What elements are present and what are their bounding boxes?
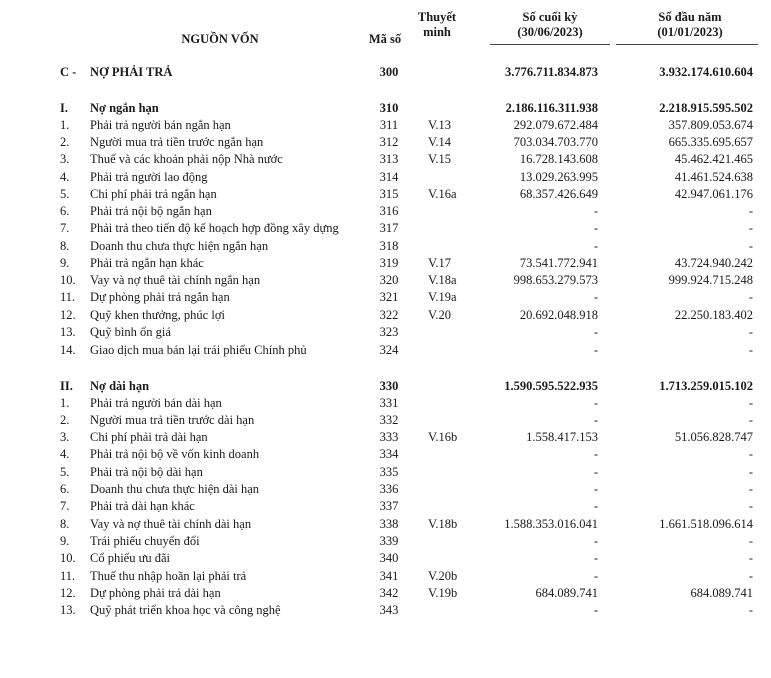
row-code: 311 (379, 118, 399, 132)
row-code: 314 (379, 170, 399, 184)
row-label: Phải trả nội bộ dài hạn (90, 465, 203, 479)
row-end-value: - (593, 343, 598, 357)
row-end-value: 1.558.417.153 (526, 430, 598, 444)
row-index: 12. (60, 308, 76, 322)
row-begin-value: - (748, 396, 753, 410)
header-end-line1: Số cuối kỳ (522, 10, 578, 24)
row-code: 323 (379, 325, 399, 339)
row-index: 5. (60, 465, 70, 479)
table-row (0, 289, 771, 306)
row-label: Doanh thu chưa thực hiện ngắn hạn (90, 239, 269, 253)
row-label: Vay và nợ thuê tài chính ngắn hạn (90, 273, 261, 287)
row-index: 9. (60, 534, 70, 548)
row-begin-value: - (748, 551, 753, 565)
row-index: 2. (60, 135, 70, 149)
row-end-value: 20.692.048.918 (519, 308, 598, 322)
row-index: 6. (60, 482, 70, 496)
row-note: V.20b (428, 569, 458, 583)
row-begin-value: - (748, 413, 753, 427)
row-label: Nợ dài hạn (90, 379, 150, 393)
row-index: 4. (60, 447, 70, 461)
row-label: Phải trả người bán dài hạn (90, 396, 222, 410)
row-code: 334 (379, 447, 399, 461)
row-index: 13. (60, 603, 76, 617)
table-row (0, 255, 771, 272)
row-begin-value: - (748, 482, 753, 496)
row-note: V.17 (428, 256, 452, 270)
row-begin-value: 45.462.421.465 (674, 152, 753, 166)
row-end-value: - (593, 204, 598, 218)
row-end-value: 73.541.772.941 (519, 256, 598, 270)
row-begin-value: - (748, 221, 753, 235)
row-code: 300 (379, 65, 399, 79)
table-row (0, 324, 771, 341)
row-label: Cổ phiếu ưu đãi (90, 551, 171, 565)
row-begin-value: - (748, 447, 753, 461)
row-begin-value: - (748, 239, 753, 253)
row-end-value: - (593, 499, 598, 513)
row-begin-value: - (748, 290, 753, 304)
row-begin-value: - (748, 465, 753, 479)
header-rule-end (490, 44, 610, 45)
row-code: 339 (379, 534, 399, 548)
row-index: II. (60, 379, 73, 393)
table-row (0, 342, 771, 359)
row-note: V.18a (428, 273, 457, 287)
row-end-value: 2.186.116.311.938 (505, 101, 598, 115)
header-source: NGUỒN VỐN (181, 32, 259, 46)
row-index: 3. (60, 430, 70, 444)
row-code: 313 (379, 152, 399, 166)
row-begin-value: 41.461.524.638 (674, 170, 753, 184)
table-row (0, 412, 771, 429)
table-row (0, 238, 771, 255)
row-begin-value: - (748, 204, 753, 218)
row-begin-value: 51.056.828.747 (674, 430, 753, 444)
row-end-value: - (593, 447, 598, 461)
row-label: Thuế và các khoản phải nộp Nhà nước (90, 152, 283, 166)
row-begin-value: 42.947.061.176 (674, 187, 753, 201)
row-end-value: 68.357.426.649 (519, 187, 598, 201)
row-note: V.16b (428, 430, 458, 444)
row-code: 336 (379, 482, 399, 496)
header-note-line2: minh (423, 25, 451, 39)
header-end-line2: (30/06/2023) (517, 25, 583, 39)
row-index: 7. (60, 499, 70, 513)
table-row (0, 64, 771, 81)
row-code: 333 (379, 430, 399, 444)
row-end-value: - (593, 239, 598, 253)
row-begin-value: - (748, 325, 753, 339)
row-index: 6. (60, 204, 70, 218)
table-row (0, 203, 771, 220)
row-end-value: 1.588.353.016.041 (504, 517, 598, 531)
row-label: Người mua trả tiền trước dài hạn (90, 413, 255, 427)
row-label: Quỹ phát triển khoa học và công nghệ (90, 603, 281, 617)
row-end-value: - (593, 221, 598, 235)
row-code: 324 (379, 343, 399, 357)
row-end-value: - (593, 290, 598, 304)
row-begin-value: 665.335.695.657 (668, 135, 753, 149)
row-begin-value: - (748, 534, 753, 548)
row-index: 4. (60, 170, 70, 184)
row-begin-value: - (748, 603, 753, 617)
row-note: V.20 (428, 308, 452, 322)
row-code: 317 (379, 221, 399, 235)
header-begin-year (620, 10, 760, 40)
table-row (0, 395, 771, 412)
row-code: 343 (379, 603, 399, 617)
row-index: 9. (60, 256, 70, 270)
row-index: 7. (60, 221, 70, 235)
row-begin-value: 1.713.259.015.102 (659, 379, 753, 393)
row-begin-value: 22.250.183.402 (674, 308, 753, 322)
header-begin-line1: Số đầu năm (658, 10, 722, 24)
table-row (0, 602, 771, 619)
table-row (0, 307, 771, 324)
table-row (0, 585, 771, 602)
table-row (0, 568, 771, 585)
row-label: Người mua trả tiền trước ngắn hạn (90, 135, 264, 149)
header-end-period (490, 10, 610, 40)
table-row (0, 464, 771, 481)
row-index: 13. (60, 325, 76, 339)
row-label: Nợ ngắn hạn (90, 101, 159, 115)
table-row (0, 169, 771, 186)
row-begin-value: 3.932.174.610.604 (659, 65, 753, 79)
row-label: Phải trả nội bộ về vốn kinh doanh (90, 447, 260, 461)
header-begin-line2: (01/01/2023) (657, 25, 723, 39)
row-code: 318 (379, 239, 399, 253)
row-code: 342 (379, 586, 399, 600)
row-label: Phải trả theo tiến độ kế hoạch hợp đồng xây dựng (90, 221, 339, 235)
row-index: 14. (60, 343, 76, 357)
row-end-value: 703.034.703.770 (513, 135, 598, 149)
row-label: Giao dịch mua bán lại trái phiếu Chính phủ (90, 343, 307, 357)
row-note: V.19b (428, 586, 458, 600)
row-code: 322 (379, 308, 399, 322)
row-note: V.18b (428, 517, 458, 531)
row-label: Thuế thu nhập hoãn lại phải trả (90, 569, 247, 583)
row-label: Phải trả nội bộ ngắn hạn (90, 204, 212, 218)
table-row (0, 220, 771, 237)
row-code: 310 (379, 101, 399, 115)
row-code: 331 (379, 396, 399, 410)
row-end-value: 13.029.263.995 (519, 170, 598, 184)
table-row (0, 186, 771, 203)
row-begin-value: - (748, 499, 753, 513)
row-index: 3. (60, 152, 70, 166)
header-note (412, 10, 462, 40)
table-row (0, 498, 771, 515)
row-note: V.14 (428, 135, 452, 149)
row-label: NỢ PHẢI TRẢ (90, 65, 173, 79)
row-end-value: 16.728.143.608 (519, 152, 598, 166)
row-end-value: 1.590.595.522.935 (504, 379, 598, 393)
row-note: V.19a (428, 290, 457, 304)
row-begin-value: 2.218.915.595.502 (659, 101, 753, 115)
row-index: 11. (60, 290, 76, 304)
row-begin-value: - (748, 343, 753, 357)
row-begin-value: 684.089.741 (690, 586, 753, 600)
row-code: 338 (379, 517, 399, 531)
table-row (0, 516, 771, 533)
row-begin-value: 357.809.053.674 (668, 118, 753, 132)
table-row (0, 533, 771, 550)
row-index: 8. (60, 517, 70, 531)
row-code: 316 (379, 204, 399, 218)
row-code: 330 (379, 379, 399, 393)
row-code: 315 (379, 187, 399, 201)
row-note: V.13 (428, 118, 452, 132)
row-end-value: 292.079.672.484 (513, 118, 598, 132)
row-index: 12. (60, 586, 76, 600)
table-row (0, 134, 771, 151)
row-index: 8. (60, 239, 70, 253)
row-index: 11. (60, 569, 76, 583)
row-label: Chi phí phải trả ngắn hạn (90, 187, 217, 201)
table-row (0, 481, 771, 498)
row-begin-value: 999.924.715.248 (668, 273, 753, 287)
row-index: 10. (60, 551, 76, 565)
row-end-value: - (593, 396, 598, 410)
row-end-value: 3.776.711.834.873 (504, 65, 598, 79)
row-end-value: - (593, 413, 598, 427)
row-index: 1. (60, 118, 70, 132)
table-row (0, 100, 771, 117)
row-label: Vay và nợ thuê tài chính dài hạn (90, 517, 252, 531)
row-label: Dự phòng phải trả dài hạn (90, 586, 221, 600)
header-note-line1: Thuyết (417, 10, 457, 24)
table-row (0, 151, 771, 168)
row-label: Phải trả người bán ngắn hạn (90, 118, 231, 132)
row-label: Doanh thu chưa thực hiện dài hạn (90, 482, 260, 496)
row-code: 320 (379, 273, 399, 287)
row-end-value: 998.653.279.573 (513, 273, 598, 287)
row-index: 2. (60, 413, 70, 427)
row-end-value: - (593, 482, 598, 496)
row-end-value: - (593, 465, 598, 479)
row-label: Phải trả ngắn hạn khác (90, 256, 204, 270)
row-index: I. (60, 101, 68, 115)
table-row (0, 378, 771, 395)
row-code: 337 (379, 499, 399, 513)
row-end-value: - (593, 569, 598, 583)
row-label: Trái phiếu chuyển đổi (90, 534, 200, 548)
row-label: Phải trả người lao động (90, 170, 208, 184)
row-begin-value: 43.724.940.242 (674, 256, 753, 270)
row-label: Quỹ bình ổn giá (90, 325, 171, 339)
row-end-value: - (593, 325, 598, 339)
row-label: Quỹ khen thưởng, phúc lợi (90, 308, 225, 322)
row-begin-value: 1.661.518.096.614 (659, 517, 753, 531)
row-label: Chi phí phải trả dài hạn (90, 430, 208, 444)
row-end-value: 684.089.741 (535, 586, 598, 600)
row-code: 332 (379, 413, 399, 427)
row-end-value: - (593, 603, 598, 617)
row-label: Dự phòng phải trả ngắn hạn (90, 290, 230, 304)
header-rule-begin (616, 44, 758, 45)
row-index: 10. (60, 273, 76, 287)
row-index: 5. (60, 187, 70, 201)
row-code: 340 (379, 551, 399, 565)
row-label: Phải trả dài hạn khác (90, 499, 195, 513)
row-note: V.16a (428, 187, 457, 201)
row-code: 341 (379, 569, 399, 583)
row-code: 335 (379, 465, 399, 479)
row-index: 1. (60, 396, 70, 410)
header-code: Mã số (368, 32, 402, 46)
row-note: V.15 (428, 152, 452, 166)
row-code: 312 (379, 135, 399, 149)
row-code: 319 (379, 256, 399, 270)
table-row (0, 550, 771, 567)
table-row (0, 117, 771, 134)
table-row (0, 446, 771, 463)
table-row (0, 272, 771, 289)
table-header (0, 0, 771, 50)
row-end-value: - (593, 551, 598, 565)
row-begin-value: - (748, 569, 753, 583)
row-end-value: - (593, 534, 598, 548)
table-row (0, 429, 771, 446)
row-index: C - (60, 65, 77, 79)
row-code: 321 (379, 290, 399, 304)
